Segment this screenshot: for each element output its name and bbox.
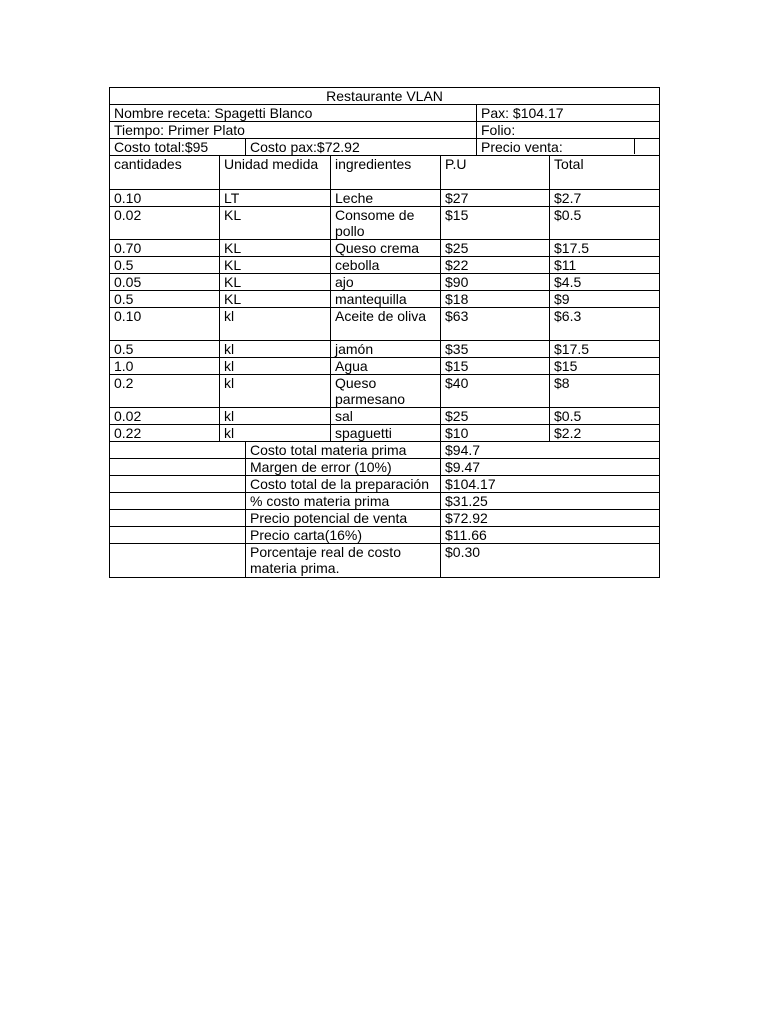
row-unit-price: $25: [441, 240, 550, 257]
row-total: $17.5: [550, 240, 660, 257]
sale-price-label: Precio venta:: [481, 139, 563, 155]
row-quantity: 0.02: [110, 408, 220, 425]
pax-value: Pax: $104.17: [477, 105, 660, 122]
summary-row: [110, 493, 660, 510]
summary-value: $104.17: [441, 476, 660, 493]
ingredient-rows: [110, 190, 660, 442]
row-unit: kl: [220, 375, 331, 408]
table-row: [110, 341, 660, 358]
row-unit-price: $10: [441, 425, 550, 442]
col-unit-price: P.U: [441, 156, 550, 190]
summary-row: [110, 442, 660, 459]
row-ingredient: Queso parmesano: [331, 375, 441, 408]
row-unit-price: $40: [441, 375, 550, 408]
summary-value: $9.47: [441, 459, 660, 476]
summary-label: Margen de error (10%): [246, 459, 441, 476]
table-row: [110, 207, 660, 240]
cost-per-pax: Costo pax:$72.92: [246, 139, 477, 156]
time-row: [110, 122, 660, 139]
summary-value: $94.7: [441, 442, 660, 459]
row-unit-price: $35: [441, 341, 550, 358]
row-total: $8: [550, 375, 660, 408]
cost-row: [110, 139, 660, 156]
column-header-row: [110, 156, 660, 190]
row-unit: LT: [220, 190, 331, 207]
table-row: [110, 375, 660, 408]
row-ingredient: Leche: [331, 190, 441, 207]
row-unit: KL: [220, 207, 331, 240]
folio-label: Folio:: [477, 122, 660, 139]
row-quantity: 0.70: [110, 240, 220, 257]
row-quantity: 0.22: [110, 425, 220, 442]
row-quantity: 1.0: [110, 358, 220, 375]
row-total: $2.2: [550, 425, 660, 442]
sale-price-cell: [477, 139, 660, 156]
summary-label: Costo total de la preparación: [246, 476, 441, 493]
row-total: $9: [550, 291, 660, 308]
row-total: $6.3: [550, 308, 660, 341]
recipe-name: Nombre receta: Spagetti Blanco: [110, 105, 477, 122]
row-total: $11: [550, 257, 660, 274]
sale-price-box: [634, 139, 660, 154]
row-total: $15: [550, 358, 660, 375]
row-ingredient: jamón: [331, 341, 441, 358]
summary-blank-cell: [110, 476, 246, 493]
summary-label: Costo total materia prima: [246, 442, 441, 459]
row-ingredient: Aceite de oliva: [331, 308, 441, 341]
row-unit: KL: [220, 291, 331, 308]
table-row: [110, 274, 660, 291]
row-unit: KL: [220, 274, 331, 291]
summary-row: [110, 459, 660, 476]
row-total: $0.5: [550, 207, 660, 240]
table-row: [110, 308, 660, 341]
row-unit: kl: [220, 408, 331, 425]
course-time: Tiempo: Primer Plato: [110, 122, 477, 139]
summary-row: [110, 510, 660, 527]
table-row: [110, 425, 660, 442]
row-unit: kl: [220, 425, 331, 442]
row-unit-price: $25: [441, 408, 550, 425]
row-ingredient: spaguetti: [331, 425, 441, 442]
row-unit-price: $15: [441, 358, 550, 375]
summary-blank-cell: [110, 544, 246, 578]
row-unit-price: $22: [441, 257, 550, 274]
summary-blank-cell: [110, 493, 246, 510]
recipe-cost-sheet: [109, 87, 659, 578]
summary-value: $0.30: [441, 544, 660, 578]
total-cost: Costo total:$95: [110, 139, 246, 156]
row-quantity: 0.10: [110, 190, 220, 207]
row-quantity: 0.5: [110, 257, 220, 274]
summary-row: [110, 476, 660, 493]
summary-label: Precio potencial de venta: [246, 510, 441, 527]
row-ingredient: cebolla: [331, 257, 441, 274]
row-unit: kl: [220, 358, 331, 375]
restaurant-name: Restaurante VLAN: [110, 88, 660, 105]
table-row: [110, 408, 660, 425]
row-quantity: 0.5: [110, 341, 220, 358]
row-ingredient: Queso crema: [331, 240, 441, 257]
col-unit: Unidad medida: [220, 156, 331, 190]
summary-rows: [110, 442, 660, 578]
table-row: [110, 358, 660, 375]
summary-blank-cell: [110, 510, 246, 527]
summary-value: $11.66: [441, 527, 660, 544]
row-quantity: 0.02: [110, 207, 220, 240]
row-quantity: 0.2: [110, 375, 220, 408]
title-row: [110, 88, 660, 105]
summary-label: Precio carta(16%): [246, 527, 441, 544]
summary-blank-cell: [110, 527, 246, 544]
summary-row: [110, 544, 660, 578]
row-unit: KL: [220, 240, 331, 257]
row-ingredient: ajo: [331, 274, 441, 291]
table-row: [110, 291, 660, 308]
table-row: [110, 257, 660, 274]
row-ingredient: Agua: [331, 358, 441, 375]
row-quantity: 0.05: [110, 274, 220, 291]
table-row: [110, 190, 660, 207]
row-total: $4.5: [550, 274, 660, 291]
summary-label: Porcentaje real de costo materia prima.: [246, 544, 441, 578]
col-ingredients: ingredientes: [331, 156, 441, 190]
summary-value: $72.92: [441, 510, 660, 527]
row-unit: KL: [220, 257, 331, 274]
row-total: $0.5: [550, 408, 660, 425]
table-row: [110, 240, 660, 257]
summary-label: % costo materia prima: [246, 493, 441, 510]
row-total: $17.5: [550, 341, 660, 358]
row-unit-price: $63: [441, 308, 550, 341]
row-unit: kl: [220, 308, 331, 341]
recipe-name-row: [110, 105, 660, 122]
row-quantity: 0.5: [110, 291, 220, 308]
summary-blank-cell: [110, 459, 246, 476]
row-unit-price: $90: [441, 274, 550, 291]
col-quantities: cantidades: [110, 156, 220, 190]
row-ingredient: Consome de pollo: [331, 207, 441, 240]
row-quantity: 0.10: [110, 308, 220, 341]
summary-blank-cell: [110, 442, 246, 459]
row-ingredient: sal: [331, 408, 441, 425]
row-unit: kl: [220, 341, 331, 358]
row-total: $2.7: [550, 190, 660, 207]
summary-row: [110, 527, 660, 544]
row-unit-price: $18: [441, 291, 550, 308]
row-unit-price: $27: [441, 190, 550, 207]
col-total: Total: [550, 156, 660, 190]
row-unit-price: $15: [441, 207, 550, 240]
row-ingredient: mantequilla: [331, 291, 441, 308]
recipe-table: [109, 87, 660, 578]
summary-value: $31.25: [441, 493, 660, 510]
